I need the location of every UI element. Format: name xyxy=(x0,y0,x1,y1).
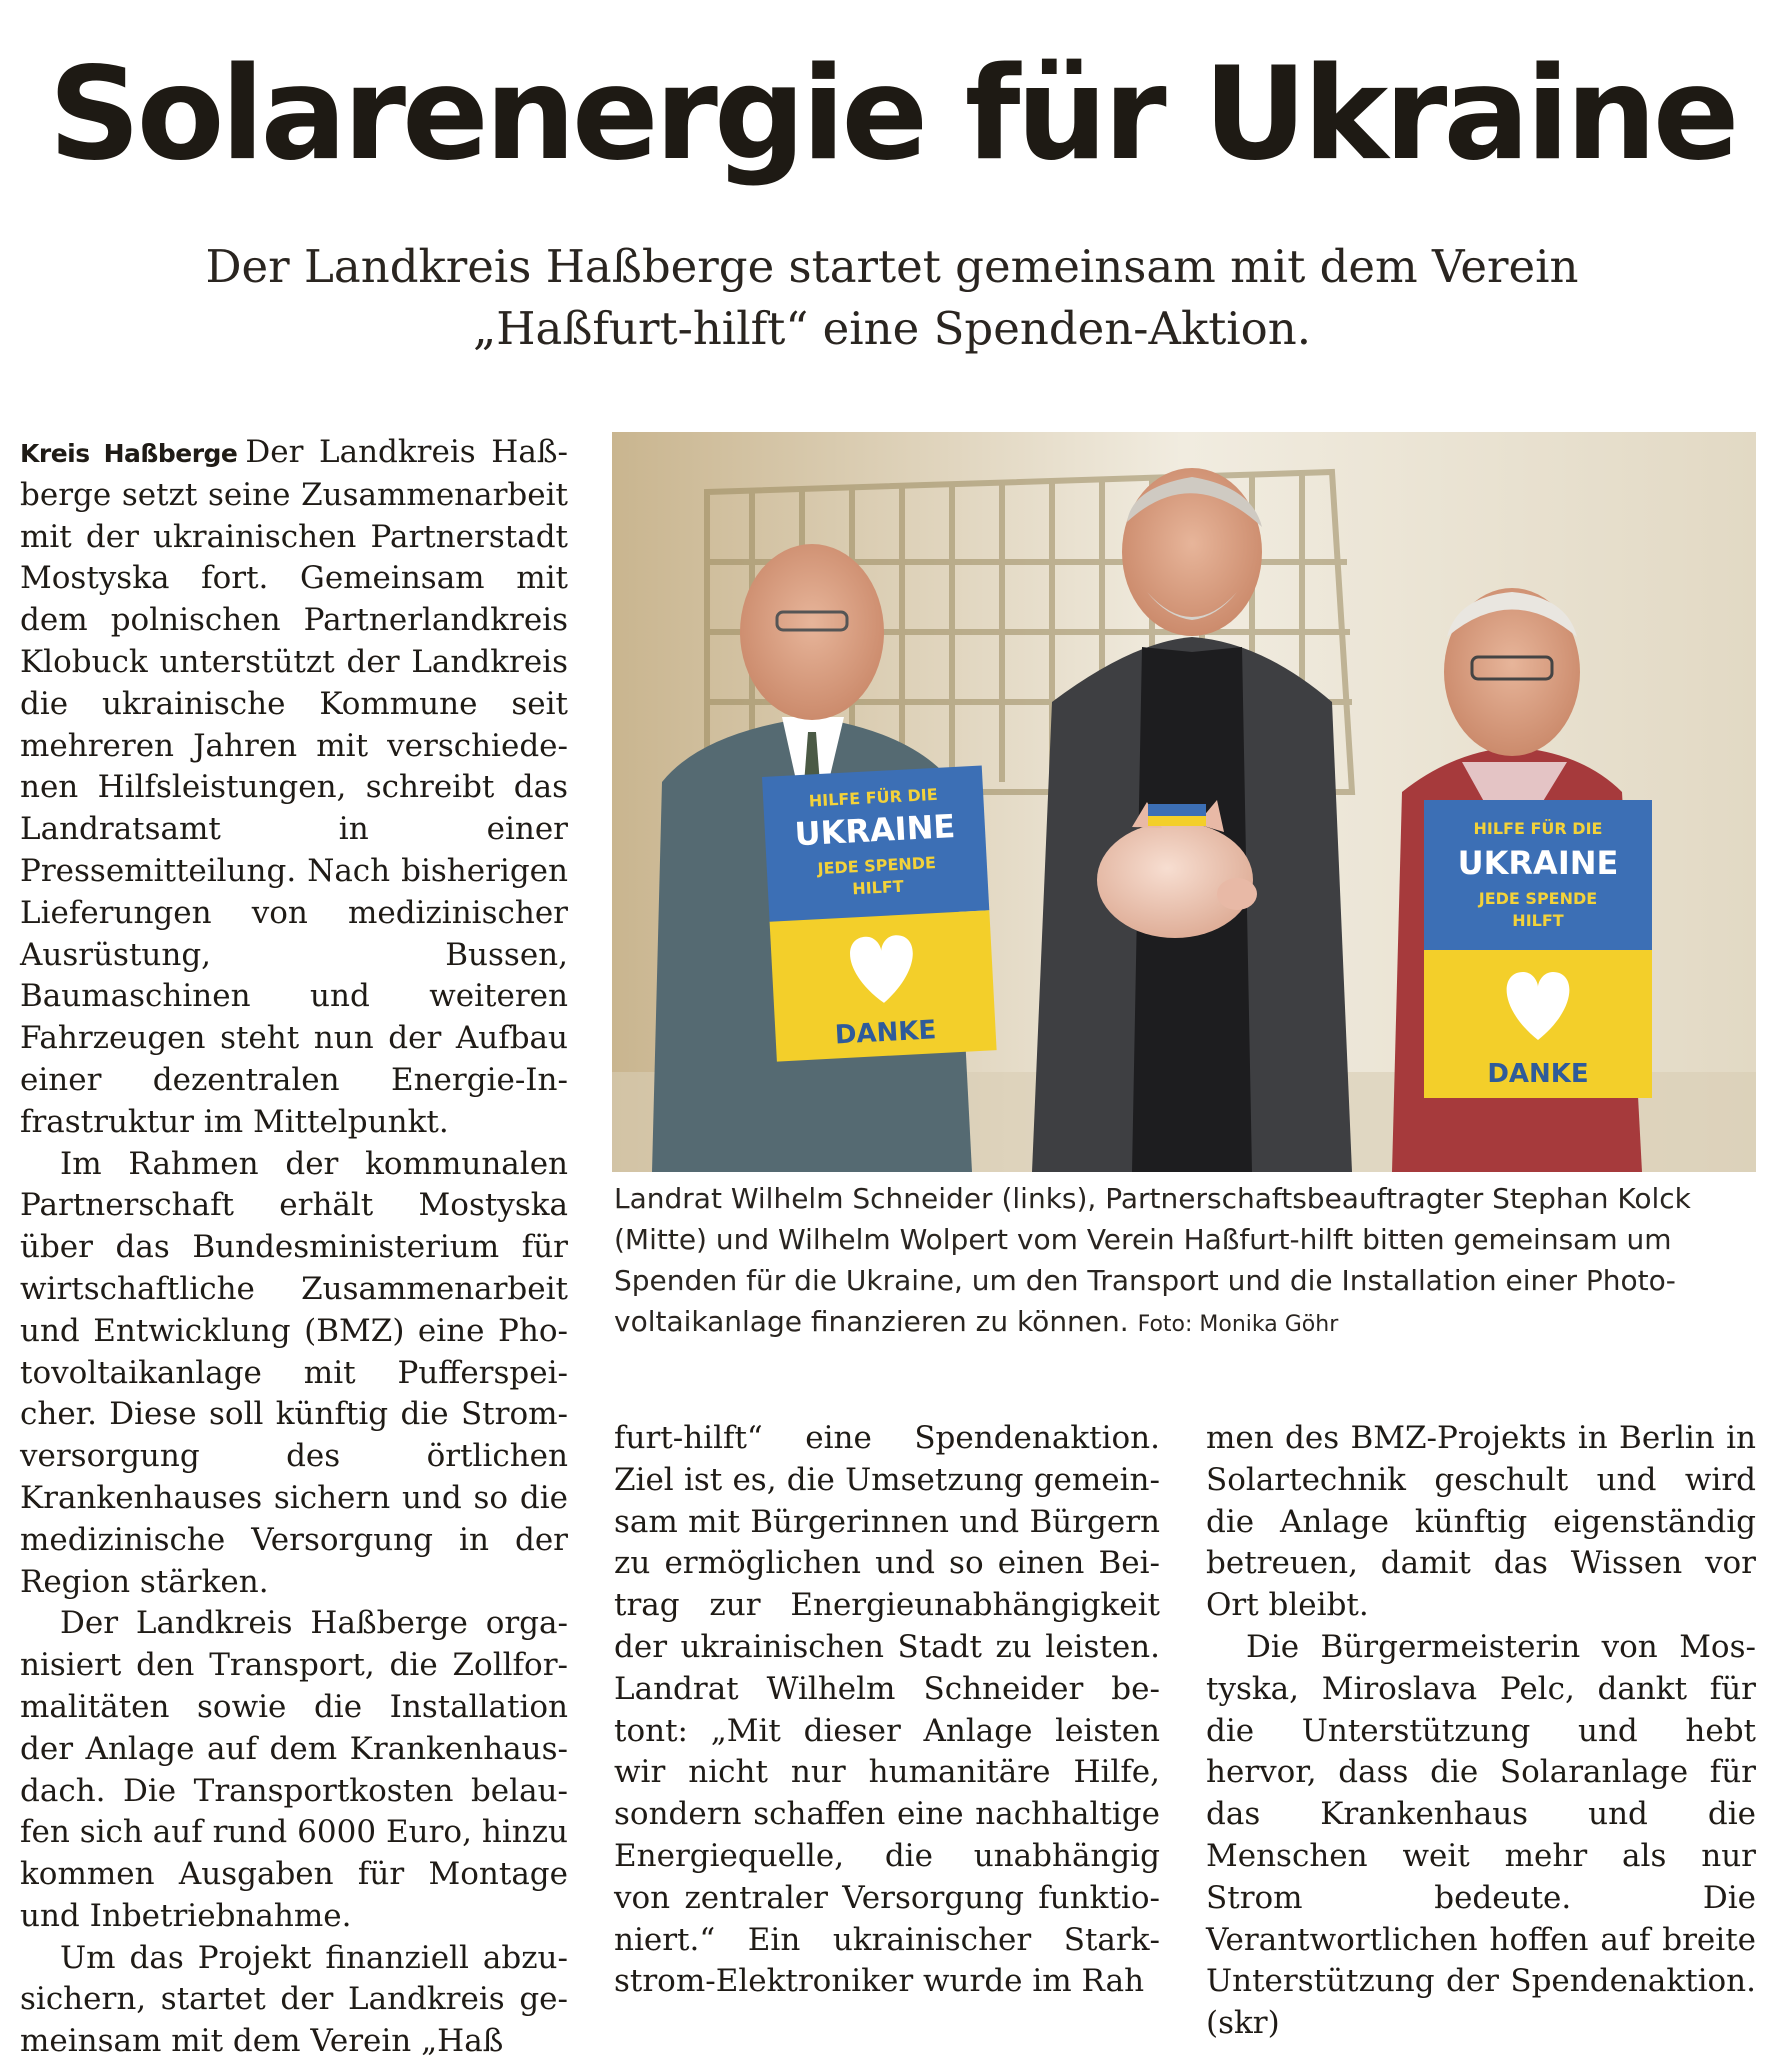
paragraph-1 xyxy=(20,432,568,1144)
headline: Solarenergie für Ukraine xyxy=(48,40,1736,189)
photo-credit: Foto: Monika Göhr xyxy=(1137,1312,1339,1337)
article-column-1 xyxy=(20,432,568,2063)
paragraph-3: Der Landkreis Haßberge organisiert den Transport, die Zollformalitäten sowie die Installation der Anlage auf dem Krankenhausdach. Die Transportkosten belaufen sich auf rund 6000 Euro, hinzu kommen Ausgaben für Montage und Inbetriebnahme. xyxy=(20,1605,568,1934)
paragraph-1-text: Der Landkreis Haßberge setzt seine Zusammenarbeit mit der ukrainischen Partnerstadt Mostyska fort. Gemeinsam mit dem polnischen Partnerlandkreis Klobuck unterstützt der Landkreis die ukrainische Kommune seit mehreren Jahren mit verschiedenen Hilfsleistungen, schreibt das Landratsamt in einer Pressemitteilung. Nach bisherigen Lieferungen von medizinischer Ausrüstung, Bussen, Baumaschinen und weiteren Fahrzeugen steht nun der Aufbau einer dezentralen Energie-Infrastruktur im Mittelpunkt. xyxy=(20,434,568,1140)
sign-left-line-1: HILFE FÜR DIE xyxy=(808,784,939,811)
sign-left-line-3: JEDE SPENDE xyxy=(817,853,937,879)
sign-right-line-3: JEDE SPENDE xyxy=(1478,889,1598,908)
sign-right-line-4: HILFT xyxy=(1512,911,1564,930)
paragraph-7: Die Bürgermeisterin von Mostyska, Miroslava Pelc, dankt für die Unterstützung und hebt hervor, dass die Solaranlage für das Krankenhaus und die Menschen weit mehr als nur Strom bedeute. Die Verantwortlichen hoffen auf breite Unterstützung der Spendenaktion. (skr) xyxy=(1206,1628,1756,2042)
paragraph-4: Um das Projekt finanziell abzusichern, startet der Landkreis gemeinsam mit dem Verein „Haß xyxy=(20,1939,568,2060)
paragraph-6: men des BMZ-Projekts in Berlin in Solartechnik geschult und wird die Anlage künftig eigenständig betreuen, damit das Wissen vor Ort bleibt. xyxy=(1206,1420,1756,1624)
photo-caption xyxy=(614,1178,1758,1345)
sign-left-line-5: DANKE xyxy=(834,1015,937,1051)
dateline: Kreis Haßberge xyxy=(20,439,238,468)
sign-right xyxy=(1424,800,1652,1098)
subheadline-line-1: Der Landkreis Haßberge startet gemeinsam mit dem Verein xyxy=(205,240,1579,293)
subheadline xyxy=(100,236,1684,360)
paragraph-2: Im Rahmen der kommunalen Partnerschaft erhält Mostyska über das Bundesministerium für wirtschaftliche Zusammenarbeit und Entwicklung (BMZ) eine Photovoltaikanlage mit Pufferspeicher. Diese soll künftig die Stromversorgung des örtlichen Krankenhauses sichern und so die medizinische Versorgung in der Region stärken. xyxy=(20,1145,568,1600)
piggy-flag-yellow xyxy=(1148,816,1206,826)
article-column-3 xyxy=(1206,1418,1756,2045)
sign-left-line-4: HILFT xyxy=(851,876,905,899)
sign-right-line-2: UKRAINE xyxy=(1457,844,1619,882)
subheadline-line-2: „Haßfurt-hilft“ eine Spenden-Aktion. xyxy=(472,302,1312,355)
sign-right-line-5: DANKE xyxy=(1487,1059,1589,1089)
paragraph-5: furt-hilft“ eine Spendenaktion. Ziel ist es, die Umsetzung gemeinsam mit Bürgerinnen und Bürgern zu ermöglichen und so einen Beitrag zur Energieunabhängigkeit der ukrainischen Stadt zu leisten. Landrat Wilhelm Schneider betont: „Mit dieser Anlage leisten wir nicht nur humanitäre Hilfe, sondern schaffen eine nachhaltige Energiequelle, die unabhängig von zentraler Versorgung funktioniert.“ Ein ukrainischer Starkstrom-Elektroniker wurde im Rah xyxy=(614,1420,1160,2000)
sign-left xyxy=(762,765,997,1061)
article-photo xyxy=(612,432,1756,1172)
sign-left-line-2: UKRAINE xyxy=(793,806,957,854)
caption-text: Landrat Wilhelm Schneider (links), Partnerschaftsbeauftragter Stephan Kolck (Mitte) und Wilhelm Wolpert vom Verein Haßfurt-hilft bitten gemeinsam um Spenden für die Ukraine, um den Transport und die Installation einer Photovoltaikanlage finanzieren zu können. xyxy=(614,1182,1691,1338)
article-column-2 xyxy=(614,1418,1160,2003)
sign-right-line-1: HILFE FÜR DIE xyxy=(1473,819,1603,838)
